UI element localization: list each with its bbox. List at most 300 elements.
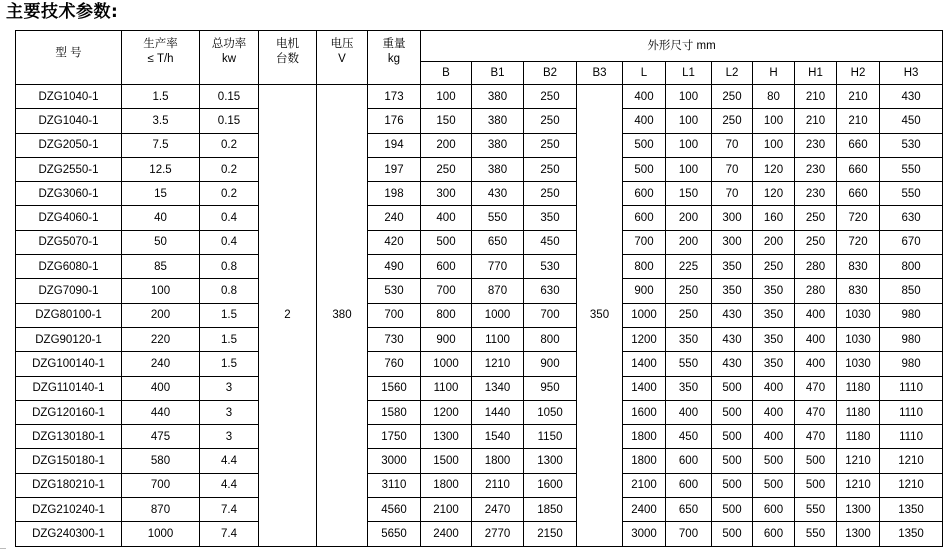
- table-row: [16, 85, 943, 109]
- cell-weight: 197: [368, 157, 421, 181]
- cell-h: 160: [753, 206, 795, 230]
- cell-h3: 980: [880, 327, 943, 351]
- cell-cap: 475: [122, 425, 200, 449]
- cell-cap: 200: [122, 303, 200, 327]
- cell-l2: 70: [712, 182, 753, 206]
- cell-l: 500: [623, 157, 666, 181]
- cell-model: DZG120160-1: [16, 400, 122, 424]
- cell-b: 1500: [421, 449, 472, 473]
- model-header: 型 号: [16, 31, 122, 85]
- cell-model: DZG4060-1: [16, 206, 122, 230]
- cell-model: DZG3060-1: [16, 182, 122, 206]
- cell-l: 900: [623, 279, 666, 303]
- cell-model: DZG90120-1: [16, 327, 122, 351]
- cell-b: 100: [421, 85, 472, 109]
- cell-weight: 700: [368, 303, 421, 327]
- cell-b1: 550: [472, 206, 524, 230]
- cell-b2: 250: [524, 109, 577, 133]
- cell-weight: 5650: [368, 522, 421, 546]
- cell-h2: 1300: [837, 498, 880, 522]
- cell-model: DZG1040-1: [16, 109, 122, 133]
- cell-b2: 250: [524, 85, 577, 109]
- cell-l2: 70: [712, 133, 753, 157]
- cell-l2: 500: [712, 449, 753, 473]
- cell-b1: 2470: [472, 498, 524, 522]
- cell-l1: 100: [666, 157, 712, 181]
- cell-l1: 100: [666, 133, 712, 157]
- cell-power: 7.4: [200, 498, 259, 522]
- dim-header-h: H: [753, 62, 795, 85]
- cell-l: 600: [623, 206, 666, 230]
- header-row: [16, 31, 943, 62]
- cell-cap: 440: [122, 400, 200, 424]
- cell-cap: 3.5: [122, 109, 200, 133]
- cell-l1: 200: [666, 206, 712, 230]
- cell-h3: 630: [880, 206, 943, 230]
- cell-b2: 450: [524, 230, 577, 254]
- cell-power: 0.2: [200, 182, 259, 206]
- table-row: [16, 182, 943, 206]
- cell-b: 400: [421, 206, 472, 230]
- cell-b1: 1540: [472, 425, 524, 449]
- cell-h1: 500: [795, 473, 837, 497]
- cell-l2: 430: [712, 327, 753, 351]
- motors-header: 电机 台数: [259, 31, 317, 85]
- cell-l2: 500: [712, 400, 753, 424]
- cell-h: 120: [753, 182, 795, 206]
- cell-h3: 530: [880, 133, 943, 157]
- cell-cap: 1.5: [122, 85, 200, 109]
- cell-l2: 350: [712, 279, 753, 303]
- cell-model: DZG80100-1: [16, 303, 122, 327]
- cell-h3: 670: [880, 230, 943, 254]
- cell-b2: 1600: [524, 473, 577, 497]
- cell-b: 2100: [421, 498, 472, 522]
- dim-header-b1: B1: [472, 62, 524, 85]
- cell-b2: 1050: [524, 400, 577, 424]
- cell-b1: 1440: [472, 400, 524, 424]
- cell-b: 1000: [421, 352, 472, 376]
- cell-b1: 380: [472, 109, 524, 133]
- table-row: [16, 133, 943, 157]
- cell-l2: 300: [712, 230, 753, 254]
- cell-h2: 210: [837, 109, 880, 133]
- cell-cap: 15: [122, 182, 200, 206]
- cell-h3: 450: [880, 109, 943, 133]
- cell-h3: 1210: [880, 449, 943, 473]
- cell-l: 1200: [623, 327, 666, 351]
- cell-h: 250: [753, 255, 795, 279]
- edge-mark: [0, 548, 6, 549]
- cell-h1: 210: [795, 109, 837, 133]
- cell-weight: 173: [368, 85, 421, 109]
- dim-header-l2: L2: [712, 62, 753, 85]
- cell-l: 2400: [623, 498, 666, 522]
- cell-b1: 870: [472, 279, 524, 303]
- cell-l2: 500: [712, 425, 753, 449]
- cell-cap: 220: [122, 327, 200, 351]
- cell-power: 0.4: [200, 230, 259, 254]
- cell-l2: 500: [712, 376, 753, 400]
- cell-h3: 800: [880, 255, 943, 279]
- cell-power: 0.4: [200, 206, 259, 230]
- cell-l1: 550: [666, 352, 712, 376]
- cell-power: 3: [200, 376, 259, 400]
- cell-b2: 950: [524, 376, 577, 400]
- cell-b1: 1100: [472, 327, 524, 351]
- table-row: [16, 157, 943, 181]
- cell-h3: 1110: [880, 376, 943, 400]
- b3-merged-cell: 350: [577, 85, 623, 547]
- cell-cap: 85: [122, 255, 200, 279]
- cell-l: 1600: [623, 400, 666, 424]
- dim-header-h2: H2: [837, 62, 880, 85]
- cell-h1: 280: [795, 255, 837, 279]
- table-row: [16, 400, 943, 424]
- cell-h2: 1210: [837, 449, 880, 473]
- cell-h1: 400: [795, 327, 837, 351]
- dim-header-h3: H3: [880, 62, 943, 85]
- cell-l: 1400: [623, 352, 666, 376]
- cell-l: 400: [623, 85, 666, 109]
- cell-b1: 1000: [472, 303, 524, 327]
- cell-l1: 600: [666, 473, 712, 497]
- cell-h2: 660: [837, 182, 880, 206]
- table-row: [16, 449, 943, 473]
- cell-h1: 470: [795, 425, 837, 449]
- cell-h1: 470: [795, 376, 837, 400]
- cell-h1: 550: [795, 522, 837, 546]
- cell-l2: 70: [712, 157, 753, 181]
- cell-h: 600: [753, 522, 795, 546]
- cell-l1: 350: [666, 327, 712, 351]
- cell-h2: 660: [837, 133, 880, 157]
- cell-weight: 198: [368, 182, 421, 206]
- cell-h1: 210: [795, 85, 837, 109]
- cell-power: 4.4: [200, 449, 259, 473]
- cell-h3: 1350: [880, 522, 943, 546]
- cell-h3: 850: [880, 279, 943, 303]
- cell-l2: 250: [712, 85, 753, 109]
- cell-power: 0.8: [200, 255, 259, 279]
- cell-l1: 450: [666, 425, 712, 449]
- cell-h: 350: [753, 327, 795, 351]
- cell-b: 1100: [421, 376, 472, 400]
- cell-b: 300: [421, 182, 472, 206]
- cell-h3: 980: [880, 352, 943, 376]
- cell-cap: 400: [122, 376, 200, 400]
- cell-l2: 250: [712, 109, 753, 133]
- cell-h2: 1180: [837, 376, 880, 400]
- cell-l1: 700: [666, 522, 712, 546]
- cell-h1: 470: [795, 400, 837, 424]
- cell-model: DZG2050-1: [16, 133, 122, 157]
- cell-l1: 650: [666, 498, 712, 522]
- cell-h: 600: [753, 498, 795, 522]
- cell-l1: 250: [666, 279, 712, 303]
- cell-b: 250: [421, 157, 472, 181]
- cell-weight: 420: [368, 230, 421, 254]
- cell-b2: 250: [524, 182, 577, 206]
- cell-h: 100: [753, 109, 795, 133]
- cell-model: DZG180210-1: [16, 473, 122, 497]
- cell-l2: 500: [712, 522, 753, 546]
- cell-h1: 230: [795, 157, 837, 181]
- cell-l1: 100: [666, 109, 712, 133]
- dim-header-l: L: [623, 62, 666, 85]
- cell-cap: 50: [122, 230, 200, 254]
- spec-table: [15, 30, 943, 547]
- cell-model: DZG1040-1: [16, 85, 122, 109]
- cell-weight: 4560: [368, 498, 421, 522]
- cell-h2: 1180: [837, 400, 880, 424]
- cell-l1: 250: [666, 303, 712, 327]
- cell-l: 400: [623, 109, 666, 133]
- cell-b2: 800: [524, 327, 577, 351]
- cell-h: 400: [753, 400, 795, 424]
- table-row: [16, 498, 943, 522]
- cell-power: 0.15: [200, 85, 259, 109]
- cell-h: 500: [753, 473, 795, 497]
- cell-h3: 1210: [880, 473, 943, 497]
- cell-b2: 700: [524, 303, 577, 327]
- cell-model: DZG100140-1: [16, 352, 122, 376]
- cell-b: 500: [421, 230, 472, 254]
- cell-power: 1.5: [200, 303, 259, 327]
- dimensions-header: 外形尺寸 mm: [421, 31, 943, 62]
- cell-weight: 530: [368, 279, 421, 303]
- cell-cap: 700: [122, 473, 200, 497]
- cell-b1: 380: [472, 85, 524, 109]
- dim-header-l1: L1: [666, 62, 712, 85]
- cell-power: 3: [200, 400, 259, 424]
- weight-header: 重量 kg: [368, 31, 421, 85]
- cell-h: 200: [753, 230, 795, 254]
- dim-header-h1: H1: [795, 62, 837, 85]
- cell-h1: 250: [795, 206, 837, 230]
- cell-l: 2100: [623, 473, 666, 497]
- cell-power: 1.5: [200, 352, 259, 376]
- cell-weight: 194: [368, 133, 421, 157]
- table-row: [16, 522, 943, 546]
- cell-h3: 980: [880, 303, 943, 327]
- cell-power: 0.2: [200, 157, 259, 181]
- cell-b1: 2110: [472, 473, 524, 497]
- cell-l: 600: [623, 182, 666, 206]
- cell-l2: 430: [712, 352, 753, 376]
- cell-l2: 430: [712, 303, 753, 327]
- cell-model: DZG130180-1: [16, 425, 122, 449]
- cell-b2: 250: [524, 133, 577, 157]
- dim-header-b2: B2: [524, 62, 577, 85]
- cell-b: 1300: [421, 425, 472, 449]
- cell-h3: 550: [880, 182, 943, 206]
- cell-b2: 1300: [524, 449, 577, 473]
- cell-model: DZG6080-1: [16, 255, 122, 279]
- cell-cap: 870: [122, 498, 200, 522]
- cell-weight: 1750: [368, 425, 421, 449]
- cell-power: 4.4: [200, 473, 259, 497]
- cell-power: 7.4: [200, 522, 259, 546]
- table-row: [16, 230, 943, 254]
- cell-model: DZG2550-1: [16, 157, 122, 181]
- cell-l: 1800: [623, 425, 666, 449]
- cell-b1: 650: [472, 230, 524, 254]
- voltage-merged-cell: 380: [317, 85, 368, 547]
- cell-l2: 300: [712, 206, 753, 230]
- motors-merged-cell: 2: [259, 85, 317, 547]
- cell-cap: 40: [122, 206, 200, 230]
- cell-h: 350: [753, 352, 795, 376]
- cell-b2: 2150: [524, 522, 577, 546]
- cell-h: 350: [753, 303, 795, 327]
- cell-h: 500: [753, 449, 795, 473]
- dim-header-b: B: [421, 62, 472, 85]
- cell-l1: 350: [666, 376, 712, 400]
- cell-weight: 3000: [368, 449, 421, 473]
- cell-model: DZG240300-1: [16, 522, 122, 546]
- cell-power: 0.8: [200, 279, 259, 303]
- cell-model: DZG210240-1: [16, 498, 122, 522]
- cell-power: 0.2: [200, 133, 259, 157]
- cell-h: 100: [753, 133, 795, 157]
- cell-b: 2400: [421, 522, 472, 546]
- cell-l: 1800: [623, 449, 666, 473]
- table-row: [16, 352, 943, 376]
- cell-weight: 760: [368, 352, 421, 376]
- cell-h1: 400: [795, 352, 837, 376]
- cell-b2: 530: [524, 255, 577, 279]
- cell-l2: 350: [712, 255, 753, 279]
- cell-l2: 500: [712, 498, 753, 522]
- capacity-header: 生产率 ≤ T/h: [122, 31, 200, 85]
- cell-l1: 100: [666, 85, 712, 109]
- cell-b2: 630: [524, 279, 577, 303]
- table-row: [16, 303, 943, 327]
- cell-h2: 830: [837, 279, 880, 303]
- voltage-header: 电压 V: [317, 31, 368, 85]
- cell-h2: 1180: [837, 425, 880, 449]
- cell-h1: 230: [795, 133, 837, 157]
- cell-b1: 380: [472, 133, 524, 157]
- cell-h1: 550: [795, 498, 837, 522]
- cell-h3: 430: [880, 85, 943, 109]
- cell-weight: 3110: [368, 473, 421, 497]
- cell-l1: 400: [666, 400, 712, 424]
- cell-cap: 240: [122, 352, 200, 376]
- cell-h2: 720: [837, 206, 880, 230]
- cell-h3: 1110: [880, 400, 943, 424]
- cell-cap: 1000: [122, 522, 200, 546]
- cell-b: 200: [421, 133, 472, 157]
- cell-h3: 550: [880, 157, 943, 181]
- cell-b1: 1210: [472, 352, 524, 376]
- dim-header-b3: B3: [577, 62, 623, 85]
- cell-b1: 1340: [472, 376, 524, 400]
- cell-b: 1800: [421, 473, 472, 497]
- cell-b1: 380: [472, 157, 524, 181]
- cell-l1: 225: [666, 255, 712, 279]
- cell-b2: 1850: [524, 498, 577, 522]
- page-title: 主要技术参数:: [6, 2, 119, 22]
- table-row: [16, 279, 943, 303]
- table-row: [16, 327, 943, 351]
- table-row: [16, 255, 943, 279]
- cell-l: 3000: [623, 522, 666, 546]
- cell-h: 120: [753, 157, 795, 181]
- cell-h: 400: [753, 425, 795, 449]
- cell-b1: 1800: [472, 449, 524, 473]
- cell-l1: 200: [666, 230, 712, 254]
- cell-h2: 1300: [837, 522, 880, 546]
- cell-b2: 350: [524, 206, 577, 230]
- cell-b: 600: [421, 255, 472, 279]
- cell-b2: 250: [524, 157, 577, 181]
- cell-l1: 150: [666, 182, 712, 206]
- cell-b: 150: [421, 109, 472, 133]
- cell-h3: 1110: [880, 425, 943, 449]
- cell-model: DZG7090-1: [16, 279, 122, 303]
- cell-b: 900: [421, 327, 472, 351]
- cell-weight: 490: [368, 255, 421, 279]
- cell-h1: 230: [795, 182, 837, 206]
- cell-b2: 900: [524, 352, 577, 376]
- cell-h1: 250: [795, 230, 837, 254]
- cell-l: 700: [623, 230, 666, 254]
- cell-h2: 1030: [837, 352, 880, 376]
- cell-power: 3: [200, 425, 259, 449]
- cell-cap: 580: [122, 449, 200, 473]
- table-row: [16, 206, 943, 230]
- cell-b: 700: [421, 279, 472, 303]
- cell-model: DZG5070-1: [16, 230, 122, 254]
- cell-h2: 210: [837, 85, 880, 109]
- cell-h: 350: [753, 279, 795, 303]
- table-row: [16, 473, 943, 497]
- cell-model: DZG110140-1: [16, 376, 122, 400]
- cell-h1: 280: [795, 279, 837, 303]
- power-header: 总功率 kw: [200, 31, 259, 85]
- cell-b1: 2770: [472, 522, 524, 546]
- cell-h2: 1030: [837, 303, 880, 327]
- cell-h1: 400: [795, 303, 837, 327]
- cell-h2: 660: [837, 157, 880, 181]
- cell-power: 0.15: [200, 109, 259, 133]
- cell-weight: 176: [368, 109, 421, 133]
- cell-l: 800: [623, 255, 666, 279]
- cell-cap: 7.5: [122, 133, 200, 157]
- cell-h3: 1350: [880, 498, 943, 522]
- cell-weight: 1580: [368, 400, 421, 424]
- cell-h2: 830: [837, 255, 880, 279]
- cell-h2: 720: [837, 230, 880, 254]
- cell-h2: 1210: [837, 473, 880, 497]
- cell-weight: 240: [368, 206, 421, 230]
- cell-h: 400: [753, 376, 795, 400]
- cell-h2: 1030: [837, 327, 880, 351]
- cell-weight: 1560: [368, 376, 421, 400]
- cell-h: 80: [753, 85, 795, 109]
- cell-b1: 770: [472, 255, 524, 279]
- cell-cap: 12.5: [122, 157, 200, 181]
- cell-b: 800: [421, 303, 472, 327]
- cell-power: 1.5: [200, 327, 259, 351]
- table-row: [16, 376, 943, 400]
- cell-l: 500: [623, 133, 666, 157]
- cell-weight: 730: [368, 327, 421, 351]
- cell-l2: 500: [712, 473, 753, 497]
- cell-h1: 500: [795, 449, 837, 473]
